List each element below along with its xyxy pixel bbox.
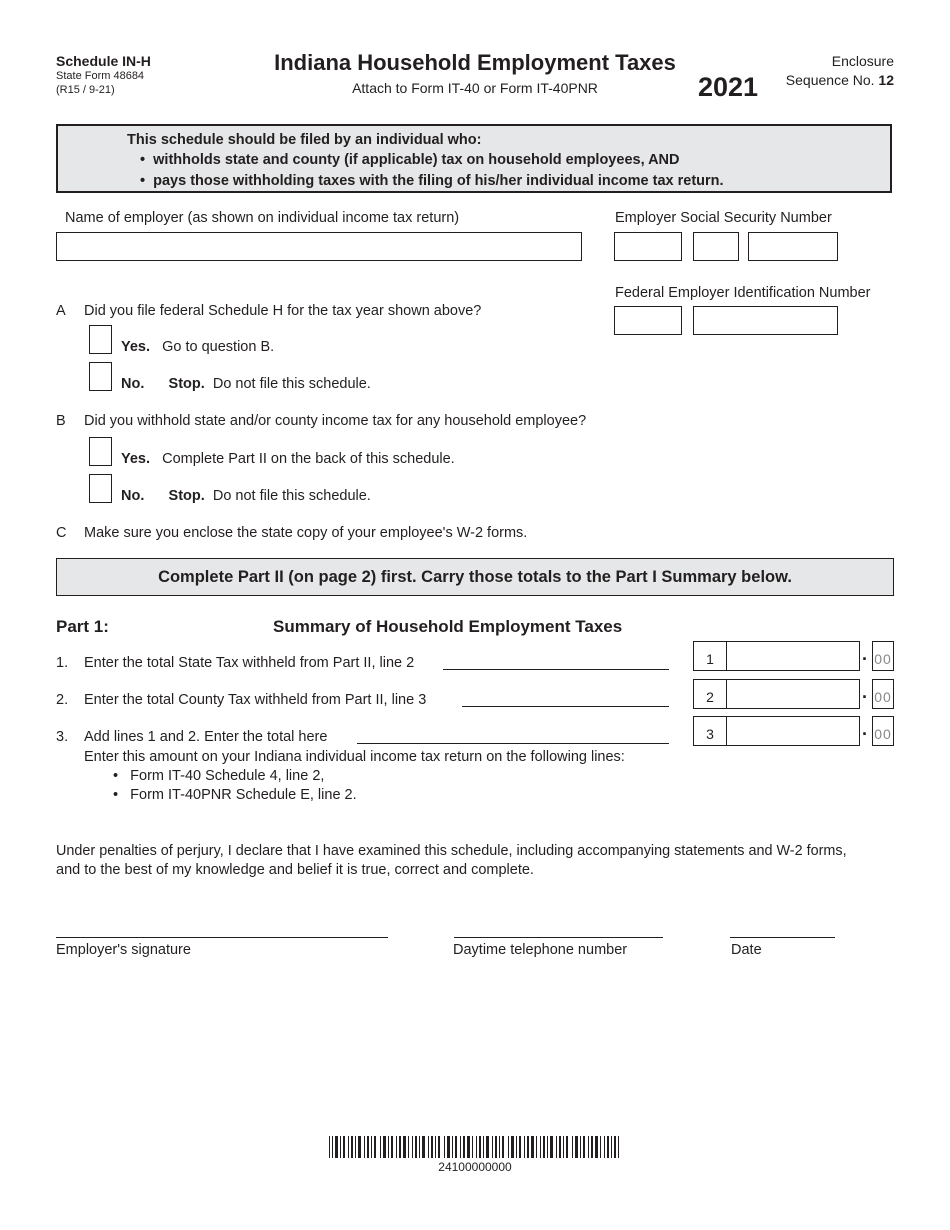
fein-field-part-1[interactable] bbox=[614, 306, 682, 335]
question-a-yes-option: Yes. Go to question B. bbox=[121, 339, 275, 355]
line-2-amount-field[interactable] bbox=[693, 679, 860, 709]
part1-label: Part 1: bbox=[56, 617, 109, 636]
part2-instruction-banner: Complete Part II (on page 2) first. Carry those totals to the Part I Summary below. bbox=[56, 558, 894, 596]
schedule-name: Schedule IN-H bbox=[56, 53, 151, 69]
employer-name-field[interactable] bbox=[56, 232, 582, 261]
employer-signature-label: Employer's signature bbox=[56, 942, 191, 958]
state-form-number: State Form 48684 bbox=[56, 70, 145, 82]
line-2-text: Enter the total County Tax withheld from Part II, line 3 bbox=[84, 692, 427, 708]
revision-date: (R15 / 9-21) bbox=[56, 84, 115, 96]
question-a-letter: A bbox=[56, 303, 66, 319]
line-3-instruction: Enter this amount on your Indiana individual income tax return on the following lines: bbox=[84, 749, 625, 765]
line-3-box-number: 3 bbox=[694, 717, 727, 745]
employer-name-label: Name of employer (as shown on individual income tax return) bbox=[65, 210, 460, 226]
line-3-bullet-1: • Form IT-40 Schedule 4, line 2, bbox=[113, 768, 325, 784]
barcode bbox=[329, 1136, 620, 1158]
line-2-leader bbox=[462, 706, 669, 707]
part1-title: Summary of Household Employment Taxes bbox=[273, 617, 623, 636]
question-b-yes-checkbox[interactable] bbox=[89, 437, 112, 466]
question-b-letter: B bbox=[56, 413, 66, 429]
ssn-field-part-2[interactable] bbox=[693, 232, 739, 261]
line-1-number: 1. bbox=[56, 655, 69, 671]
date-label: Date bbox=[731, 942, 762, 958]
phone-line[interactable] bbox=[454, 937, 663, 938]
ssn-field-part-1[interactable] bbox=[614, 232, 682, 261]
line-1-box-number: 1 bbox=[694, 642, 727, 670]
notice-intro: This schedule should be filed by an individual who: bbox=[127, 132, 482, 148]
line-3-leader bbox=[357, 743, 669, 744]
line-3-amount-field[interactable] bbox=[693, 716, 860, 746]
decimal-point: . bbox=[862, 719, 868, 739]
sequence-number: 12 bbox=[878, 72, 894, 88]
line-3-cents: 00 bbox=[872, 716, 894, 746]
line-3-bullet-2: • Form IT-40PNR Schedule E, line 2. bbox=[113, 787, 357, 803]
date-line[interactable] bbox=[730, 937, 835, 938]
tax-year: 2021 bbox=[698, 72, 759, 102]
ssn-field-part-3[interactable] bbox=[748, 232, 838, 261]
line-1-amount-field[interactable] bbox=[693, 641, 860, 671]
question-c-letter: C bbox=[56, 525, 67, 541]
line-2-number: 2. bbox=[56, 692, 69, 708]
question-b-text: Did you withhold state and/or county income tax for any household employee? bbox=[84, 413, 587, 429]
page-subtitle: Attach to Form IT-40 or Form IT-40PNR bbox=[352, 80, 598, 96]
notice-bullet-2: • pays those withholding taxes with the filing of his/her individual income tax return. bbox=[140, 173, 724, 189]
sequence-label: Sequence No. bbox=[785, 72, 875, 88]
barcode-number: 24100000000 bbox=[438, 1160, 512, 1174]
enclosure-info bbox=[786, 52, 894, 90]
line-3-text: Add lines 1 and 2. Enter the total here bbox=[84, 729, 328, 745]
page-title: Indiana Household Employment Taxes bbox=[274, 50, 676, 75]
signature-line[interactable] bbox=[56, 937, 388, 938]
notice-bullet-1: • withholds state and county (if applicable) tax on household employees, AND bbox=[140, 152, 680, 168]
enclosure-label: Enclosure bbox=[831, 53, 894, 69]
line-2-box-number: 2 bbox=[694, 680, 727, 708]
line-1-cents: 00 bbox=[872, 641, 894, 671]
question-a-text: Did you file federal Schedule H for the tax year shown above? bbox=[84, 303, 482, 319]
line-3-number: 3. bbox=[56, 729, 69, 745]
perjury-declaration-line-1: Under penalties of perjury, I declare that I have examined this schedule, including accompanying statements and W-2 forms, bbox=[56, 843, 847, 859]
fein-label: Federal Employer Identification Number bbox=[615, 285, 871, 301]
ssn-label: Employer Social Security Number bbox=[615, 210, 832, 226]
question-b-no-checkbox[interactable] bbox=[89, 474, 112, 503]
question-a-no-option: No. Stop. Do not file this schedule. bbox=[121, 376, 371, 392]
decimal-point: . bbox=[862, 644, 868, 664]
decimal-point: . bbox=[862, 682, 868, 702]
line-1-leader bbox=[443, 669, 669, 670]
phone-label: Daytime telephone number bbox=[453, 942, 628, 958]
question-a-no-checkbox[interactable] bbox=[89, 362, 112, 391]
line-2-cents: 00 bbox=[872, 679, 894, 709]
question-c-text: Make sure you enclose the state copy of your employee's W-2 forms. bbox=[84, 525, 528, 541]
fein-field-part-2[interactable] bbox=[693, 306, 838, 335]
question-b-no-option: No. Stop. Do not file this schedule. bbox=[121, 488, 371, 504]
filing-notice bbox=[56, 124, 892, 193]
question-a-yes-checkbox[interactable] bbox=[89, 325, 112, 354]
line-1-text: Enter the total State Tax withheld from Part II, line 2 bbox=[84, 655, 415, 671]
perjury-declaration-line-2: and to the best of my knowledge and belief it is true, correct and complete. bbox=[56, 862, 534, 878]
question-b-yes-option: Yes. Complete Part II on the back of this schedule. bbox=[121, 451, 455, 467]
